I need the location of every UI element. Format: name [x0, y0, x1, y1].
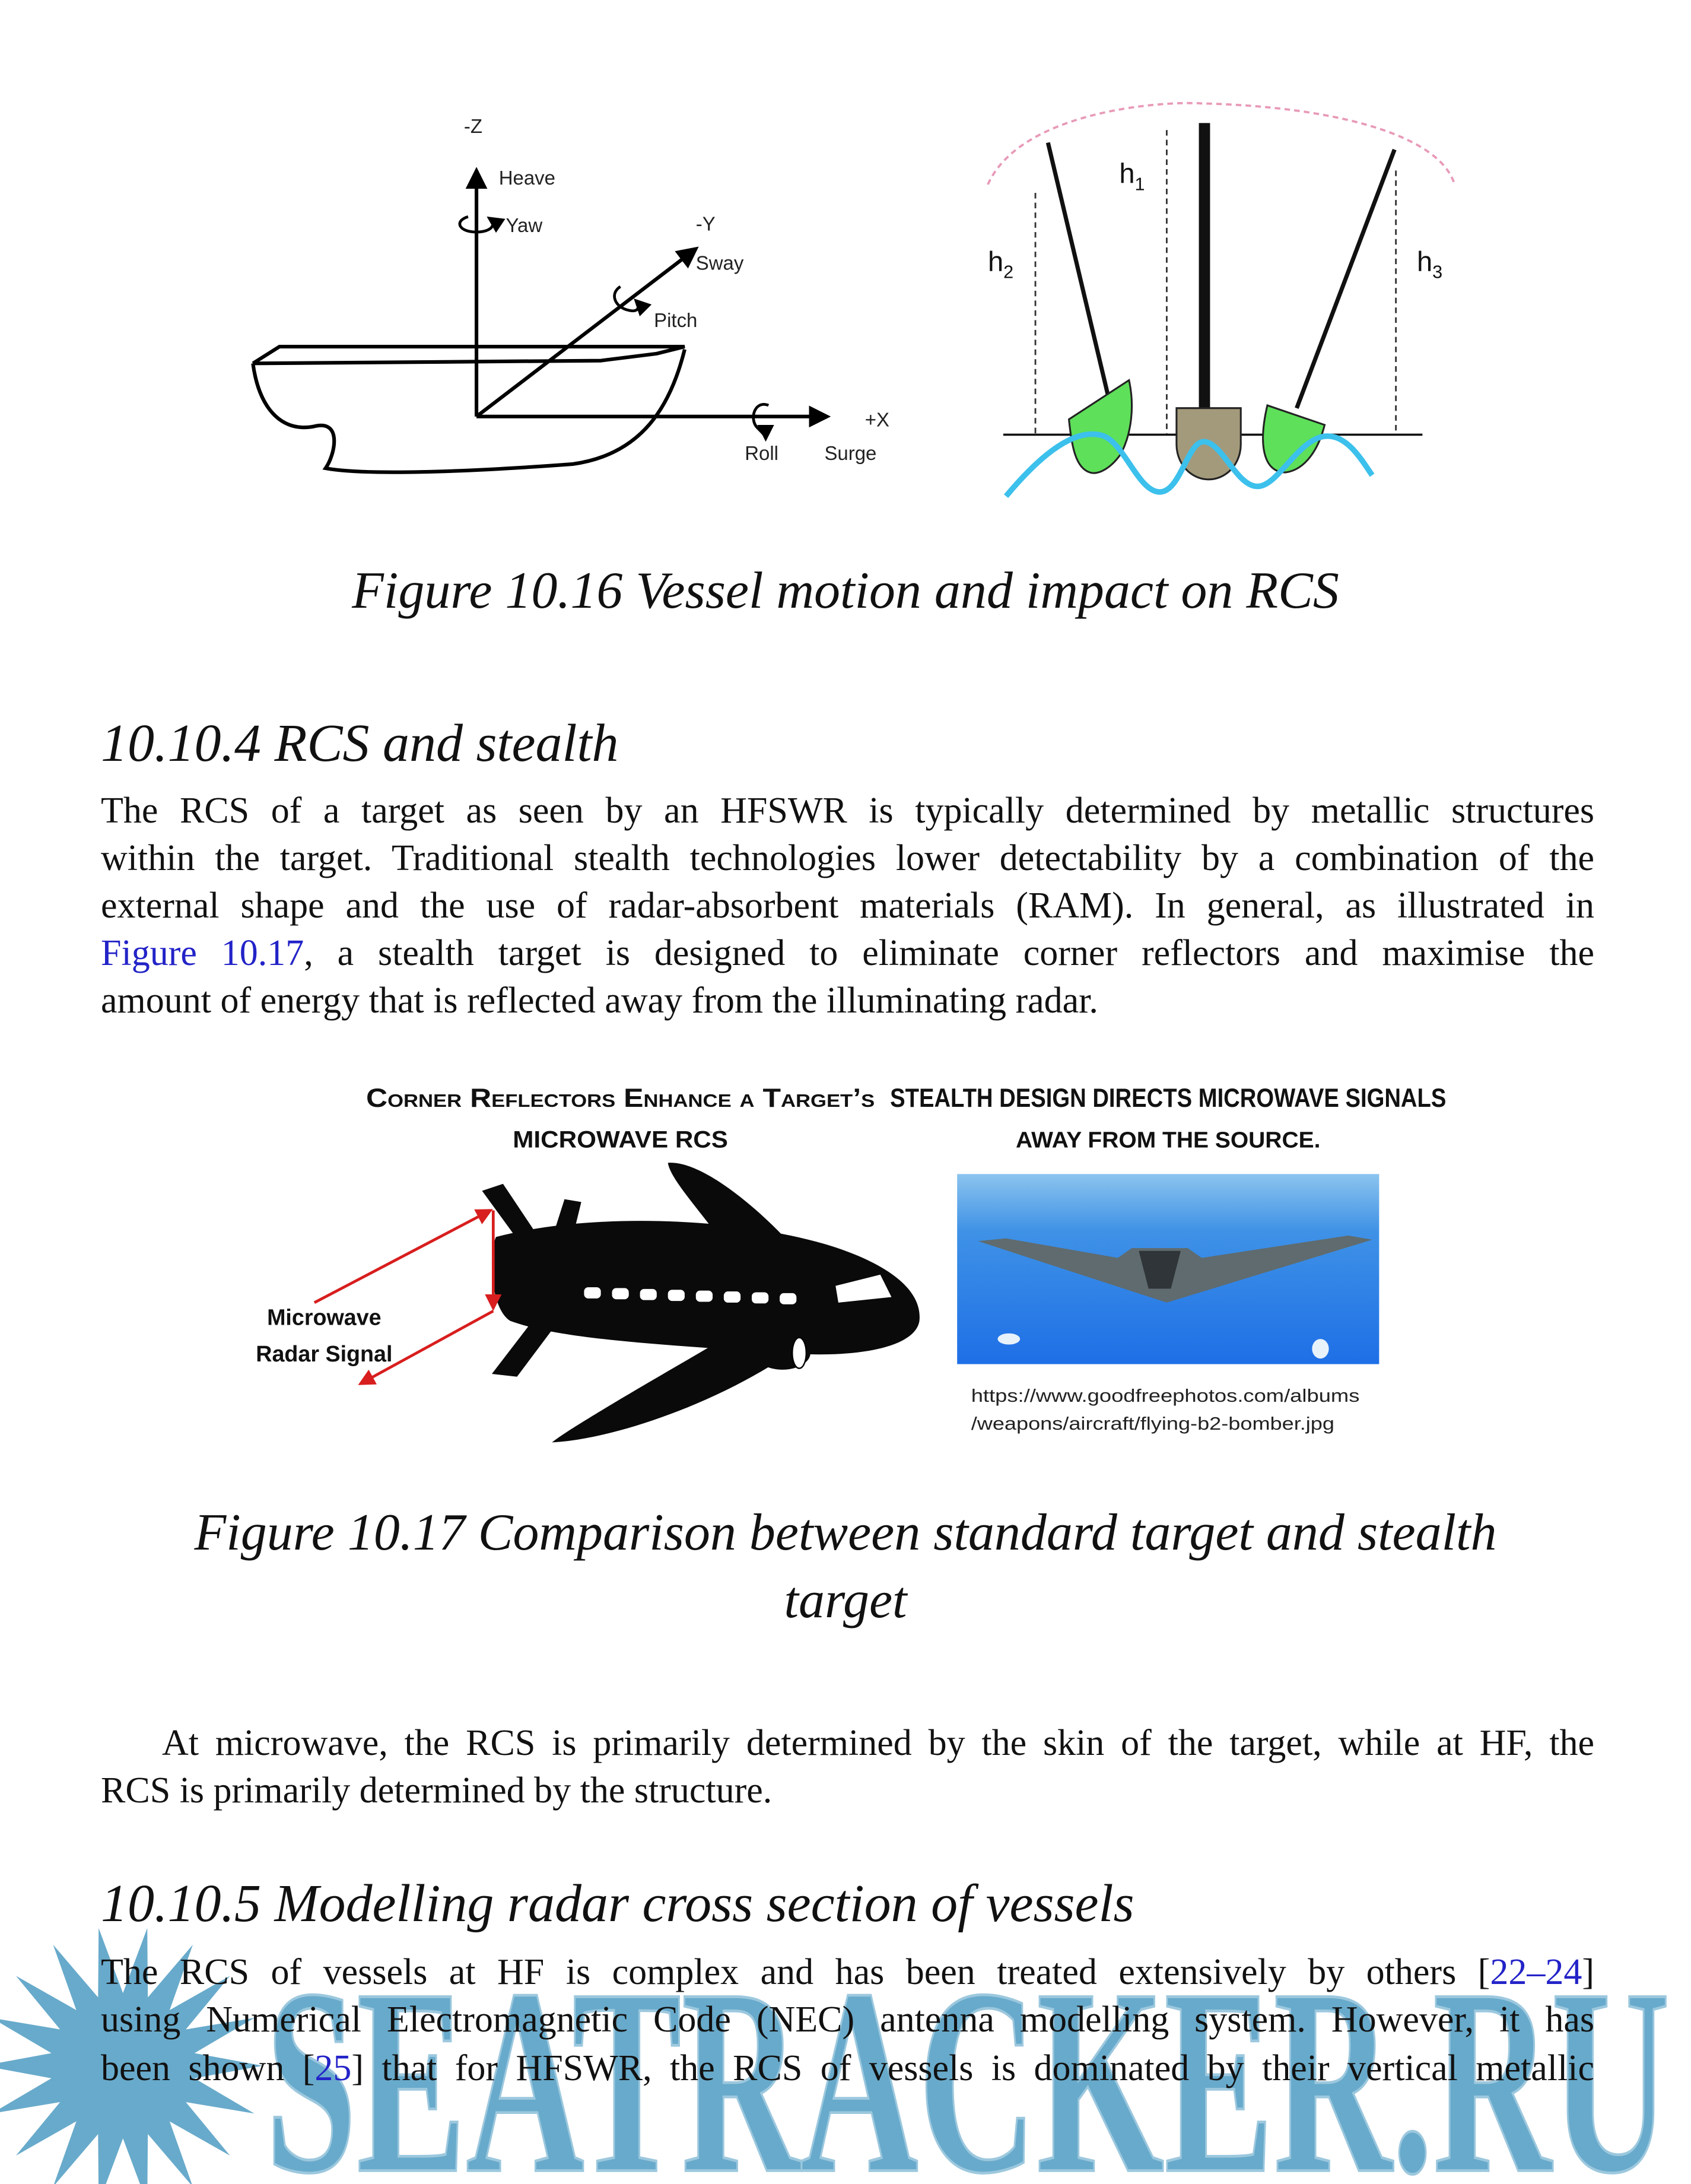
- right-title-line2: away from the source.: [1016, 1127, 1321, 1153]
- label-yaw: Yaw: [506, 214, 543, 236]
- label-roll: Roll: [745, 442, 778, 464]
- label-neg-z: -Z: [463, 115, 482, 137]
- paragraph-line: external shape and the use of radar-absorbent materials (RAM). In general, as illustrated in: [101, 885, 1594, 926]
- y-axis: [476, 249, 696, 417]
- paragraph-line: [101, 1948, 1594, 1996]
- paragraph-line: The RCS of a target as seen by an HFSWR is typically determined by metallic structures: [101, 791, 1594, 831]
- line-text: , a stealth target is designed to eliminate corner reflectors and maximise the: [304, 933, 1594, 973]
- airplane-window: [696, 1291, 713, 1302]
- figure-10-16-caption: Figure 10.16 Vessel motion and impact on RCS: [352, 562, 1339, 620]
- left-mast: [1048, 142, 1108, 395]
- airplane-window: [640, 1289, 657, 1300]
- figure-10-17-caption-line2: target: [784, 1572, 907, 1629]
- airplane-window: [724, 1291, 740, 1303]
- left-title-line2: microwave RCS: [513, 1126, 728, 1153]
- photo-credit-line1: https://www.goodfreephotos.com/albums: [971, 1386, 1360, 1407]
- label-surge: Surge: [824, 442, 877, 464]
- right-mast: [1296, 150, 1394, 408]
- reference-link-25[interactable]: 25: [314, 2048, 352, 2088]
- line-text: ]: [1582, 1952, 1594, 1992]
- airplane-window: [612, 1288, 628, 1299]
- airplane-window: [752, 1292, 768, 1303]
- paragraph-line: RCS is primarily determined by the structure.: [101, 1770, 773, 1811]
- watermark-text: SEATRACKER.RU: [265, 1934, 1670, 2184]
- label-neg-y: -Y: [695, 212, 716, 235]
- signal-label-line2: Radar Signal: [256, 1341, 393, 1366]
- airplane-window: [780, 1293, 796, 1304]
- label-pos-x: +X: [864, 408, 889, 431]
- figure-10-17-caption-line1: Figure 10.17 Comparison between standard target and stealth: [194, 1504, 1497, 1561]
- photo-credit-line2: /weapons/aircraft/flying-b2-bomber.jpg: [971, 1414, 1335, 1434]
- airplane-window: [668, 1290, 685, 1301]
- airplane-window: [584, 1287, 600, 1299]
- roll-rotation-icon: [754, 404, 768, 439]
- right-title-line1: Stealth design directs microwave signals: [890, 1083, 1447, 1113]
- b2-bomber-photo: [957, 1174, 1379, 1364]
- mast-height-diagram: [988, 103, 1455, 496]
- line-text: The RCS of vessels at HF is complex and has been treated extensively by others [: [101, 1952, 1490, 1992]
- label-pitch: Pitch: [654, 309, 698, 332]
- paragraph-line: within the target. Traditional stealth technologies lower detectability by a combination of the: [101, 838, 1594, 878]
- label-h1: $h_1$: [1119, 157, 1145, 195]
- paragraph-line: [101, 929, 1594, 977]
- signal-label-line1: Microwave: [267, 1304, 382, 1330]
- label-heave: Heave: [498, 166, 555, 189]
- hull-outline: [253, 347, 685, 472]
- section-heading-10-10-4: 10.10.4 RCS and stealth: [101, 714, 619, 773]
- figure-10-17-link[interactable]: Figure 10.17: [101, 933, 304, 973]
- label-h2: $h_2$: [987, 245, 1014, 282]
- paragraph-line: amount of energy that is reflected away from the illuminating radar.: [101, 980, 1098, 1021]
- left-title-line1: Corner Reflectors Enhance a Target’s: [366, 1083, 875, 1113]
- label-sway: Sway: [695, 252, 744, 274]
- engine-intake: [792, 1338, 806, 1369]
- line-text: ] that for HFSWR, the RCS of vessels is dominated by their vertical metallic: [351, 2048, 1594, 2088]
- paragraph-line: using Numerical Electromagnetic Code (NEC) antenna modelling system. However, it has: [101, 1999, 1594, 2040]
- reference-link-22-24[interactable]: 22–24: [1490, 1952, 1582, 1992]
- section-heading-10-10-5: 10.10.5 Modelling radar cross section of vessels: [101, 1874, 1134, 1933]
- line-text: been shown [: [101, 2048, 315, 2088]
- paragraph-line: [101, 2045, 1594, 2092]
- paragraph-line: At microwave, the RCS is primarily determined by the skin of the target, while at HF, the: [162, 1723, 1594, 1763]
- center-mast: [1199, 123, 1210, 410]
- label-h3: $h_3$: [1416, 245, 1443, 282]
- airplane-silhouette: [482, 1163, 919, 1442]
- left-hull: [1069, 380, 1132, 473]
